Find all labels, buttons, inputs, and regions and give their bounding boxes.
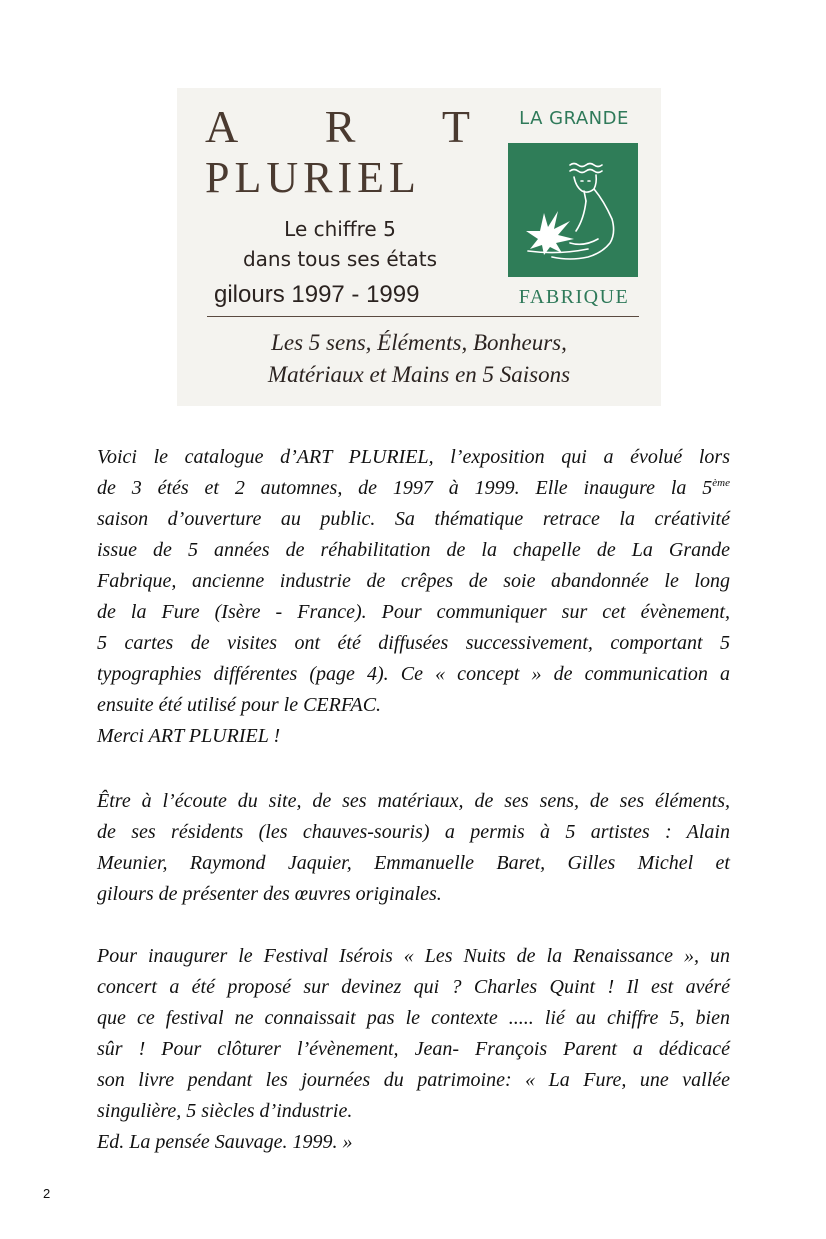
text-line: saison d’ouverture au public. Sa thématique retrace la créativité <box>97 508 730 530</box>
text-line: typographies différentes (page 4). Ce « concept » de communication a <box>97 663 730 685</box>
text-line: sûr ! Pour clôturer l’évènement, Jean- François Parent a dédicacé <box>97 1038 730 1060</box>
text-line: Meunier, Raymond Jaquier, Emmanuelle Baret, Gilles Michel et <box>97 852 730 874</box>
art-letter-t: T <box>441 101 470 152</box>
text-line: Merci ART PLURIEL ! <box>97 725 281 747</box>
text-line: Être à l’écoute du site, de ses matériaux, de ses sens, de ses éléments, <box>97 790 730 812</box>
text-line: gilours de présenter des œuvres originales. <box>97 883 442 905</box>
la-grande-fabrique-logo <box>508 143 638 277</box>
header-rule <box>207 316 639 317</box>
text-line: de ses résidents (les chauves-souris) a permis à 5 artistes : Alain <box>97 821 730 843</box>
text-line: son livre pendant les journées du patrimoine: « La Fure, une vallée <box>97 1069 730 1091</box>
page-number: 2 <box>43 1186 51 1201</box>
paragraph-intro <box>97 442 730 752</box>
superscript-eme: ème <box>712 477 730 489</box>
text-line: que ce festival ne connaissait pas le contexte ..... lié au chiffre 5, bien <box>97 1007 730 1029</box>
text-line: Voici le catalogue d’ART PLURIEL, l’exposition qui a évolué lors <box>97 446 730 468</box>
text-line: de la Fure (Isère - France). Pour communiquer sur cet évènement, <box>97 601 730 623</box>
text-line: ensuite été utilisé pour le CERFAC. <box>97 694 382 716</box>
logo-top-text: LA GRANDE <box>519 108 629 129</box>
art-letter-a: A <box>205 101 239 152</box>
figure-logo-icon <box>508 143 638 277</box>
text-line: de 3 étés et 2 automnes, de 1997 à 1999. Elle inaugure la 5ème <box>97 477 730 499</box>
paragraph-festival <box>97 941 730 1158</box>
text-line: Ed. La pensée Sauvage. 1999. » <box>97 1131 353 1153</box>
text-line: Fabrique, ancienne industrie de crêpes de soie abandonnée le long <box>97 570 730 592</box>
subtitle-line-2: dans tous ses états <box>242 247 438 271</box>
art-title <box>205 102 470 152</box>
text-line: issue de 5 années de réhabilitation de la chapelle de La Grande <box>97 539 730 561</box>
pluriel-title: PLURIEL <box>205 153 421 202</box>
paragraph-artists <box>97 786 730 910</box>
text-line: singulière, 5 siècles d’industrie. <box>97 1100 353 1122</box>
tagline-line-1: Les 5 sens, Éléments, Bonheurs, <box>271 330 567 355</box>
gilours-dates: gilours 1997 - 1999 <box>214 281 420 308</box>
art-letter-r: R <box>324 101 356 152</box>
logo-bottom-text: FABRIQUE <box>518 286 630 308</box>
text-line: Pour inaugurer le Festival Isérois « Les Nuits de la Renaissance », un <box>97 945 730 967</box>
tagline-line-2: Matériaux et Mains en 5 Saisons <box>267 362 571 387</box>
text-line: 5 cartes de visites ont été diffusées successivement, comportant 5 <box>97 632 730 654</box>
subtitle-line-1: Le chiffre 5 <box>284 217 396 241</box>
text-line: concert a été proposé sur devinez qui ? Charles Quint ! Il est avéré <box>97 976 730 998</box>
